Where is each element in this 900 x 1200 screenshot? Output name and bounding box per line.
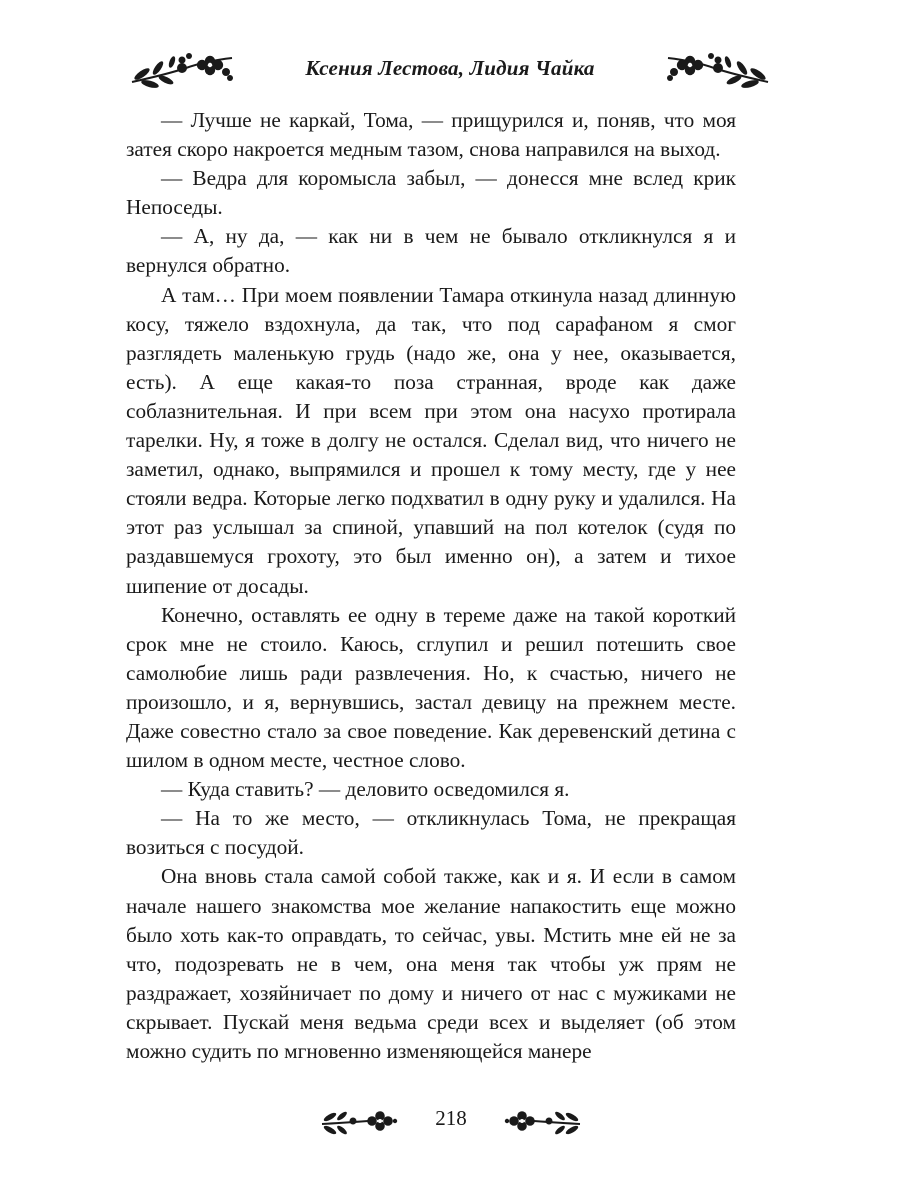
page-body <box>126 106 736 1066</box>
paragraph: — Куда ставить? — деловито осведомился я. <box>161 777 570 802</box>
page-number: 218 <box>435 1106 467 1130</box>
paragraph: — Лучше не каркай, Тома, — прищурился и, поняв, что моя затея скоро накроется медным тазом, снова направился на выход. <box>126 108 736 162</box>
paragraph: — Ведра для коромысла забыл, — донесся мне вслед крик Непоседы. <box>126 166 736 220</box>
paragraph: Конечно, оставлять ее одну в тереме даже на такой короткий срок мне не стоило. Каюсь, сглупил и решил потешить свое самолюбие лишь ради развлечения. Но, к счастью, ничего не произошло, и я, вернувшись, застал девицу на прежнем месте. Даже совестно стало за свое поведение. Как деревенский детина с шилом в одном месте, честное слово. <box>126 602 736 773</box>
book-authors: Ксения Лестова, Лидия Чайка <box>305 56 595 80</box>
floral-ornament-icon <box>504 1104 582 1138</box>
page-footer <box>320 1098 582 1144</box>
paragraph: Она вновь стала самой собой также, как и я. И если в самом начале нашего знакомства мое желание напакостить еще можно было хоть как-то оправдать, то сейчас, увы. Мстить мне ей не за что, подозревать не в чем, она меня так чтобы уж прям не раздражает, хозяйничает по дому и ничего от нас с мужиками не скрывает. Пускай меня ведьма среди всех и выделяет (об этом можно судить по мгновенно изменяющейся манере <box>126 864 736 1063</box>
paragraph: — А, ну да, — как ни в чем не бывало откликнулся я и вернулся обратно. <box>126 224 736 278</box>
paragraph: — На то же место, — откликнулась Тома, не прекращая возиться с посудой. <box>126 806 736 860</box>
paragraph: А там… При моем появлении Тамара откинула назад длинную косу, тяжело вздохнула, да так, что под сарафаном я смог разглядеть маленькую грудь (надо же, она у нее, оказывается, есть). А еще какая-то поза странная, вроде как даже соблазнительная. И при всем при этом она насухо протирала тарелки. Ну, я тоже в долгу не остался. Сделал вид, что ничего не заметил, однако, выпрямился и прошел к тому месту, где у нее стояли ведра. Которые легко подхватил в одну руку и удалился. На этот раз услышал за спиной, упавший на пол котелок (судя по раздавшемуся грохоту, это был именно он), а затем и тихое шипение от досады. <box>126 282 736 598</box>
floral-ornament-icon <box>666 48 770 88</box>
running-header <box>130 44 770 94</box>
